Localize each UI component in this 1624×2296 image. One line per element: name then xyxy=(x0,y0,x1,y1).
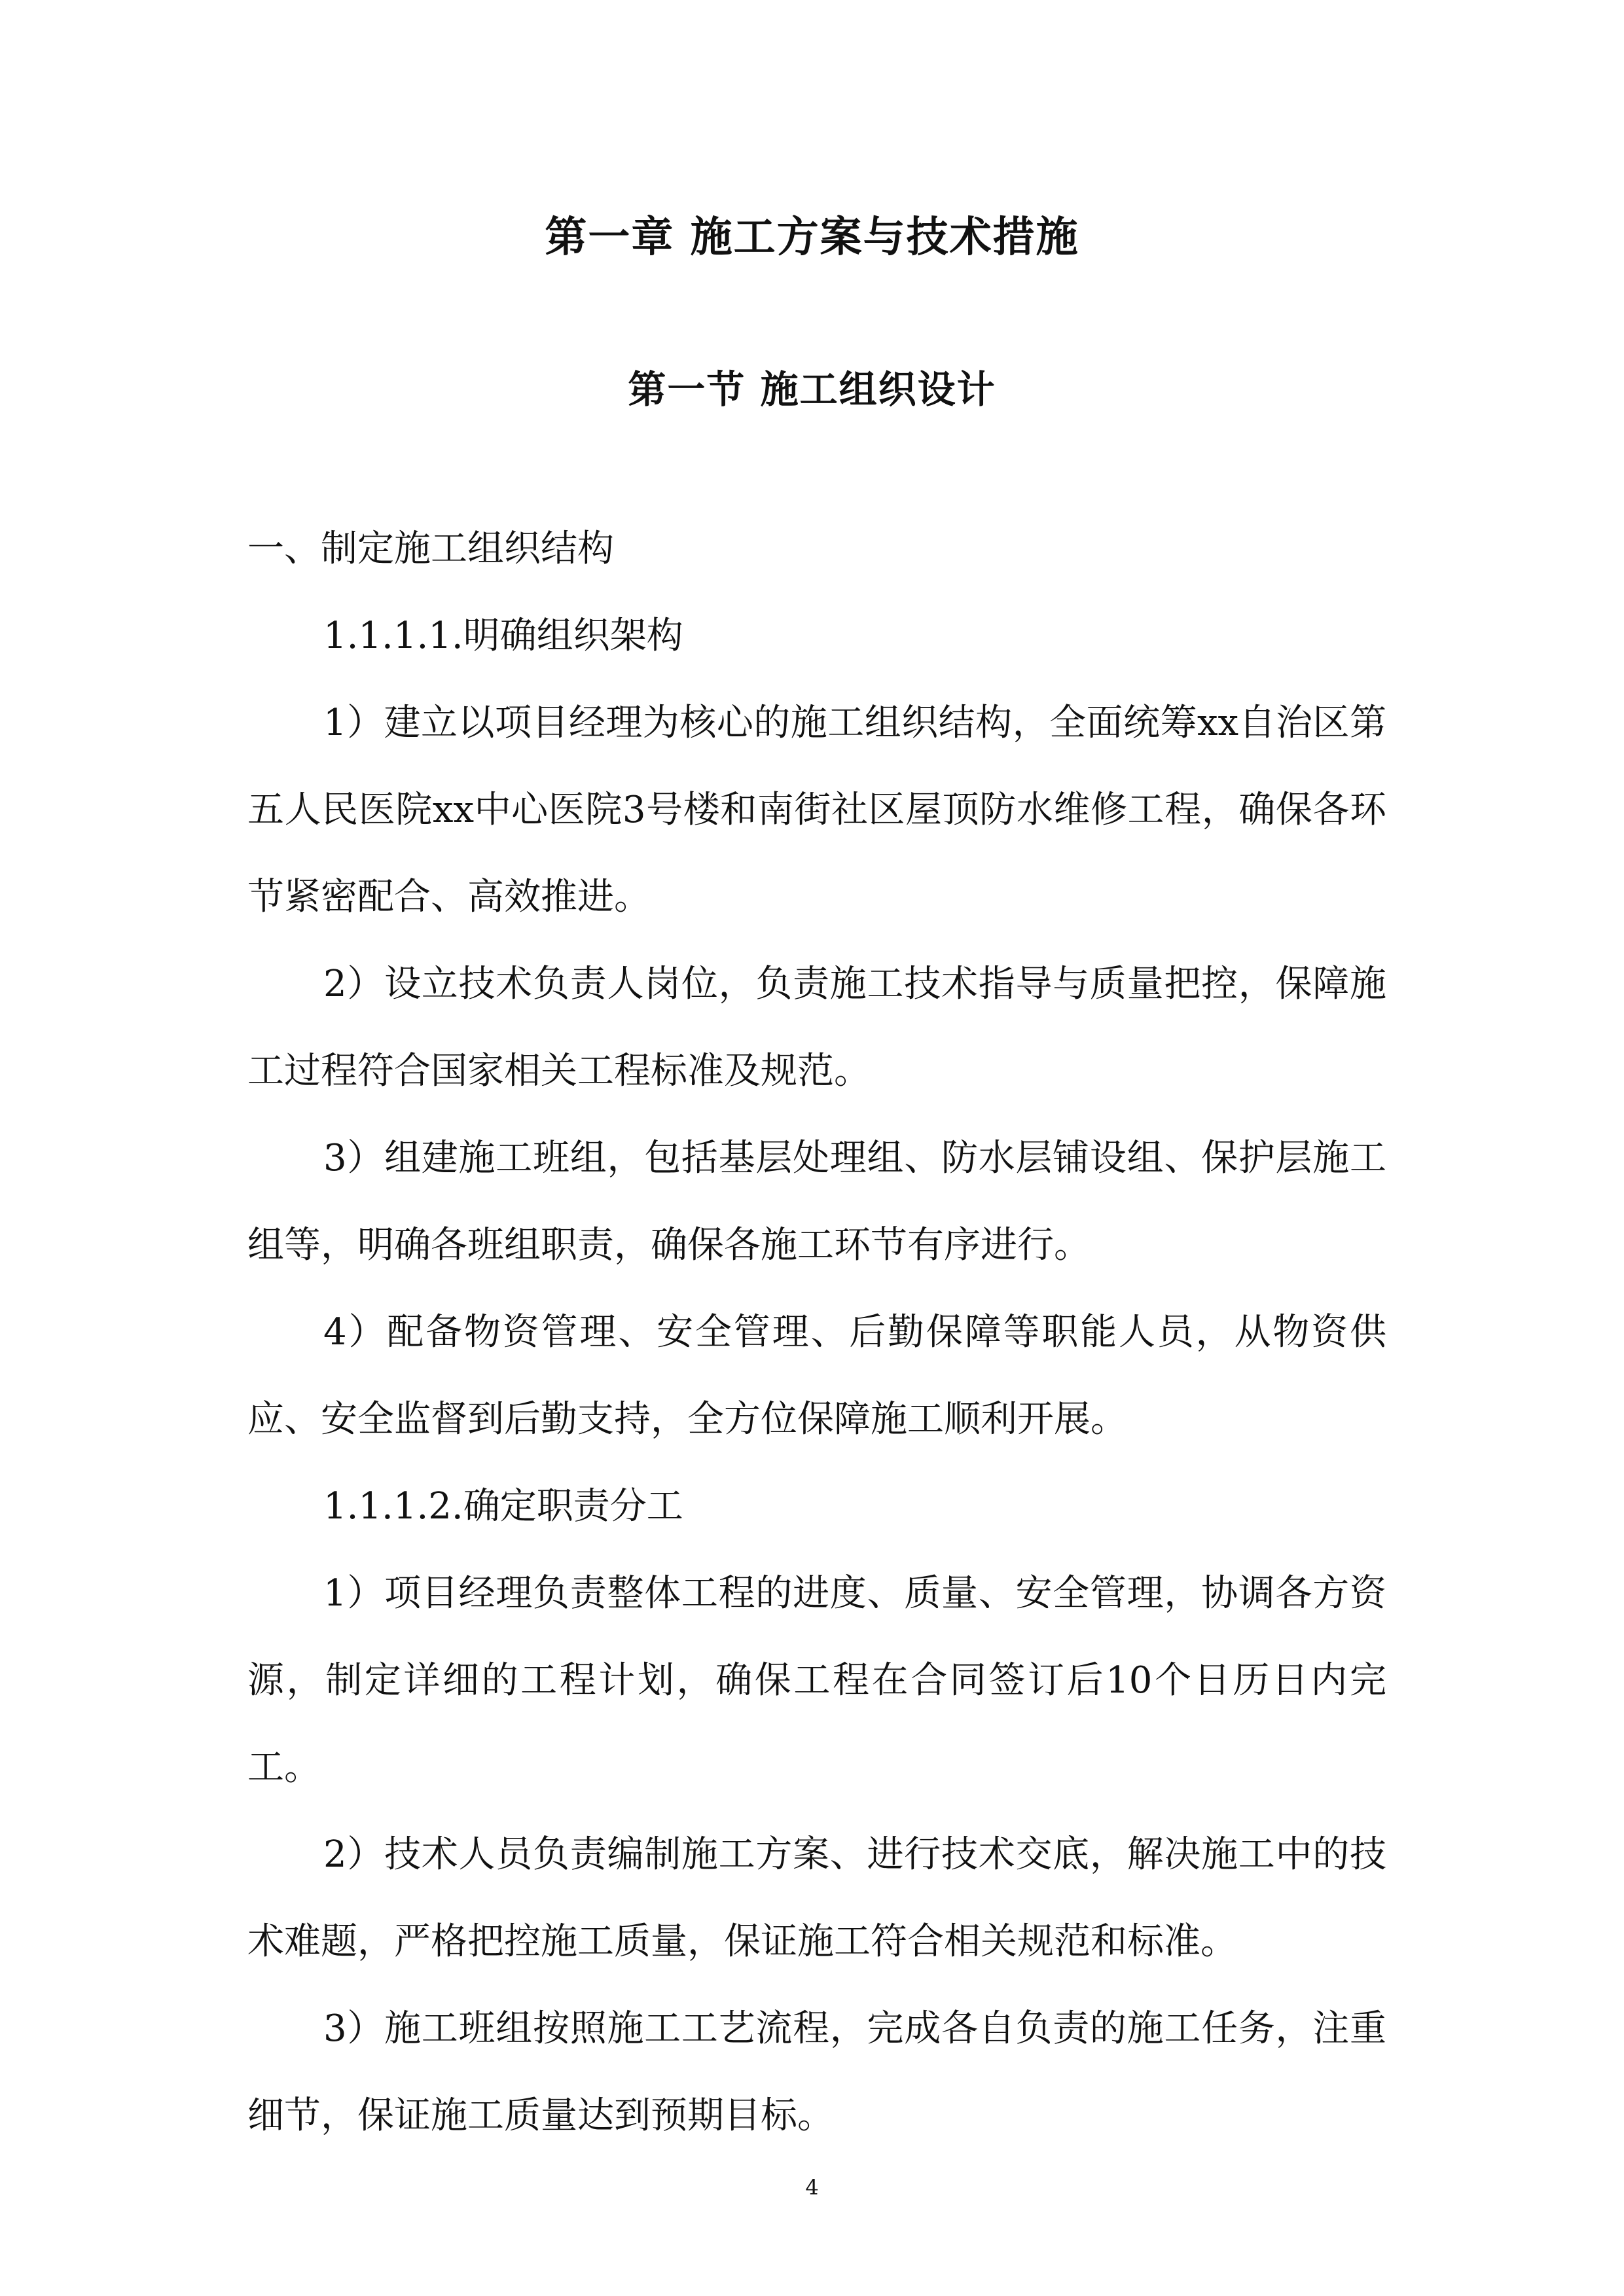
document-body xyxy=(247,505,1386,2159)
page-number: 4 xyxy=(805,2175,819,2200)
paragraph: 1）建立以项目经理为核心的施工组织结构，全面统筹xx自治区第五人民医院xx中心医院3号楼和南街社区屋顶防水维修工程，确保各环节紧密配合、高效推进。 xyxy=(247,702,1386,918)
paragraph: 2）技术人员负责编制施工方案、进行技术交底，解决施工中的技术难题，严格把控施工质量，保证施工符合相关规范和标准。 xyxy=(247,1833,1386,1963)
paragraph: 3）组建施工班组，包括基层处理组、防水层铺设组、保护层施工组等，明确各班组职责，确保各施工环节有序进行。 xyxy=(247,1137,1386,1266)
paragraph: 4）配备物资管理、安全管理、后勤保障等职能人员，从物资供应、安全监督到后勤支持，全方位保障施工顺利开展。 xyxy=(247,1311,1386,1441)
subheading-responsibilities: 1.1.1.2.确定职责分工 xyxy=(323,1485,683,1528)
paragraph: 3）施工班组按照施工工艺流程，完成各自负责的施工任务，注重细节，保证施工质量达到预期目标。 xyxy=(247,2007,1386,2137)
paragraph: 1）项目经理负责整体工程的进度、质量、安全管理，协调各方资源，制定详细的工程计划，确保工程在合同签订后10个日历日内完工。 xyxy=(247,1572,1386,1789)
chapter-title: 第一章 施工方案与技术措施 xyxy=(545,213,1079,262)
heading-organization-structure: 一、制定施工组织结构 xyxy=(247,528,614,570)
section-title: 第一节 施工组织设计 xyxy=(628,367,996,412)
paragraph: 2）设立技术负责人岗位，负责施工技术指导与质量把控，保障施工过程符合国家相关工程标准及规范。 xyxy=(247,963,1386,1092)
subheading-clarify-organization: 1.1.1.1.明确组织架构 xyxy=(323,615,683,657)
